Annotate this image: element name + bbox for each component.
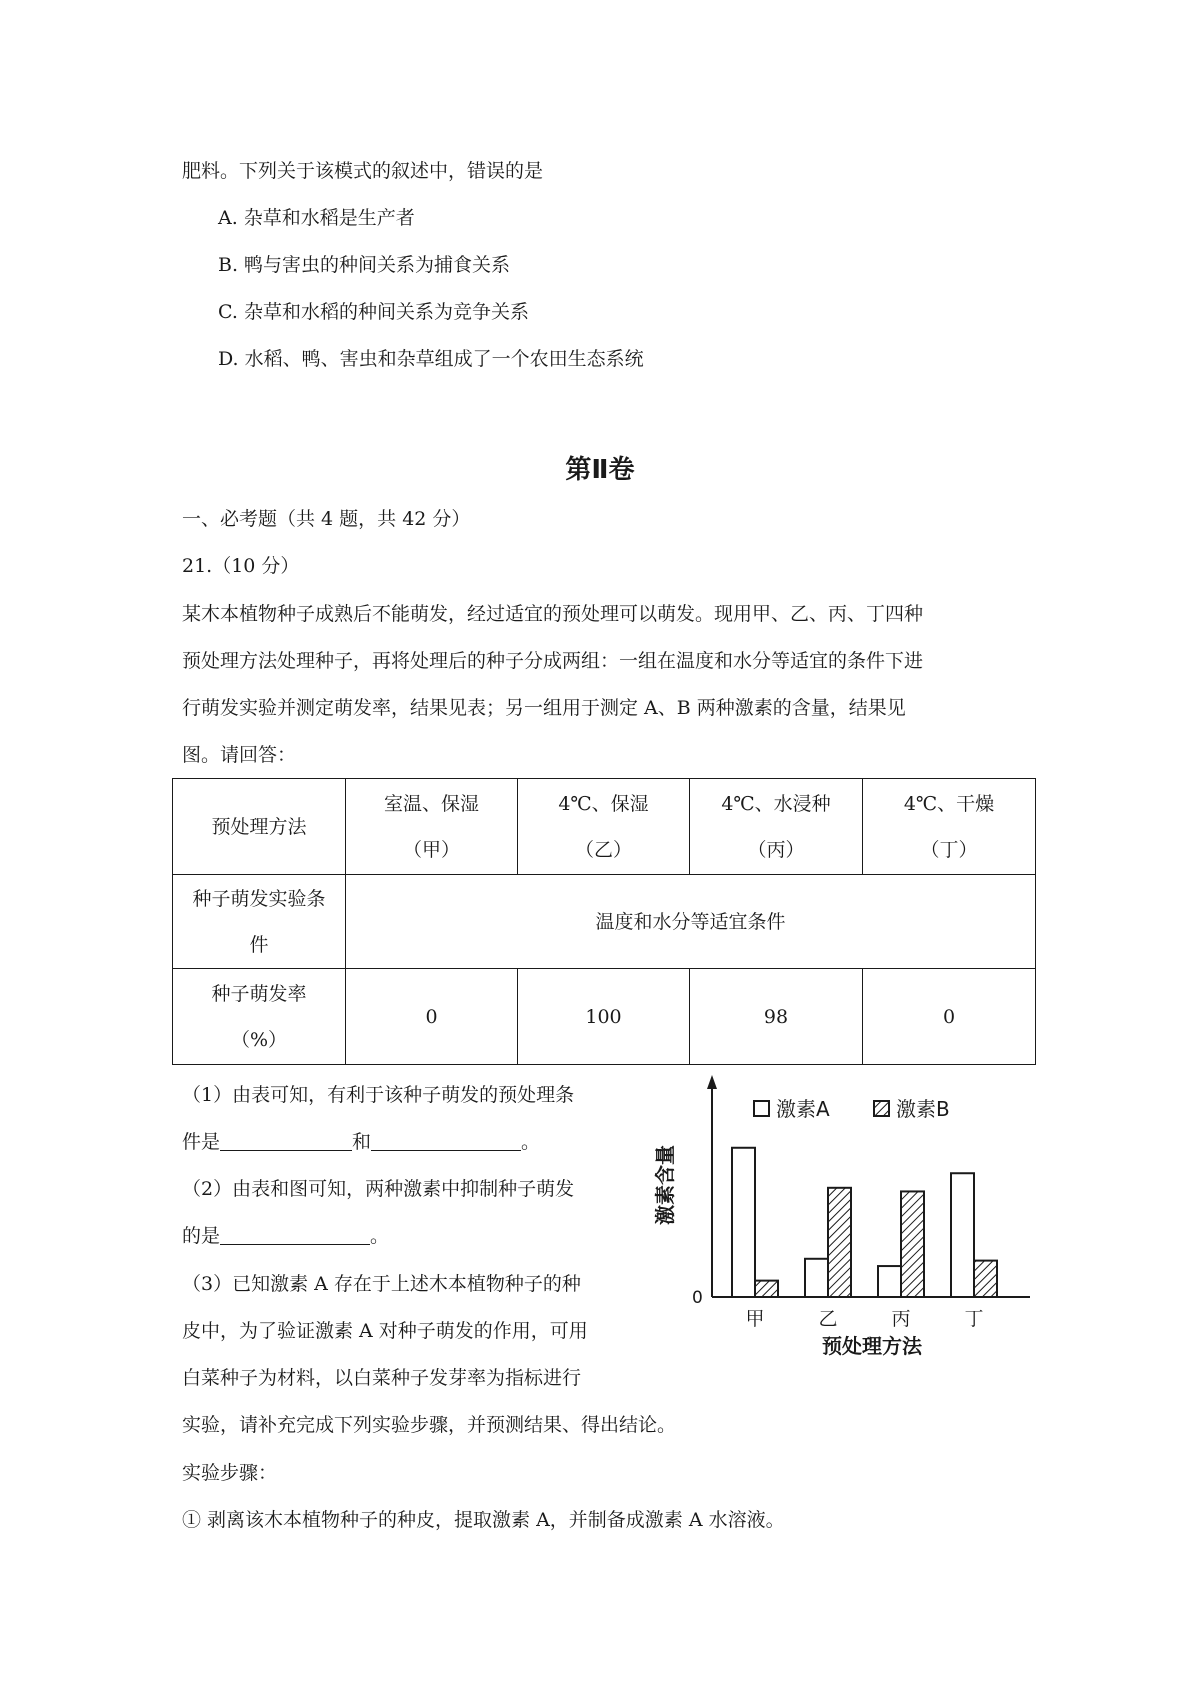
steps-label: 实验步骤： xyxy=(182,1462,278,1484)
option-c: C. 杂草和水稻的种间关系为竞争关系 xyxy=(218,301,529,323)
answer-blank-2[interactable] xyxy=(371,1130,521,1151)
row-header-conditions: 种子萌发实验条 件 xyxy=(173,875,346,969)
option-d: D. 水稻、鸭、害虫和杂草组成了一个农田生态系统 xyxy=(218,348,644,370)
y-axis-label: 激素含量 xyxy=(653,1145,677,1225)
method-cell-bing: 4℃、水浸种 （丙） xyxy=(690,779,863,875)
y-axis-arrow xyxy=(707,1075,717,1089)
table-row-methods xyxy=(173,779,1036,875)
sub-q2-line2: 的是 。 xyxy=(182,1225,390,1247)
sub-q3-line3: 白菜种子为材料，以白菜种子发芽率为指标进行 xyxy=(182,1367,582,1389)
step-1: ① 剥离该木本植物种子的种皮，提取激素 A，并制备成激素 A 水溶液。 xyxy=(182,1509,785,1531)
row-header-rate: 种子萌发率 （%） xyxy=(173,969,346,1065)
legend-label-b: 激素B xyxy=(896,1097,950,1121)
bar-hormone-a-3 xyxy=(951,1173,974,1297)
bars-group xyxy=(732,1148,997,1330)
x-axis-label: 预处理方法 xyxy=(822,1334,922,1358)
pretreatment-table xyxy=(172,778,1036,1065)
intro-tail: 肥料。下列关于该模式的叙述中，错误的是 xyxy=(182,160,544,182)
x-tick-label: 甲 xyxy=(745,1308,765,1330)
method-cell-yi: 4℃、保湿 （乙） xyxy=(518,779,690,875)
stem-line-2: 预处理方法处理种子，再将处理后的种子分成两组：一组在温度和水分等适宜的条件下进 xyxy=(182,650,924,672)
hormone-bar-chart xyxy=(652,1075,1037,1365)
option-b: B. 鸭与害虫的种间关系为捕食关系 xyxy=(218,254,511,276)
sub-q3-line2: 皮中，为了验证激素 A 对种子萌发的作用，可用 xyxy=(182,1320,588,1342)
sub-q2-line1: （2）由表和图可知，两种激素中抑制种子萌发 xyxy=(182,1178,575,1200)
answer-blank-1[interactable] xyxy=(220,1130,352,1151)
sub-q3-line1: （3）已知激素 A 存在于上述木本植物种子的种 xyxy=(182,1273,581,1295)
row-header-method: 预处理方法 xyxy=(173,779,346,875)
bar-hormone-b-0 xyxy=(755,1281,778,1297)
section-header: 一、必考题（共 4 题，共 42 分） xyxy=(182,508,471,530)
rate-cell-bing: 98 xyxy=(690,969,863,1065)
legend-label-a: 激素A xyxy=(776,1097,830,1121)
conditions-cell: 温度和水分等适宜条件 xyxy=(346,875,1036,969)
x-tick-label: 丙 xyxy=(891,1308,911,1330)
stem-line-1: 某木本植物种子成熟后不能萌发，经过适宜的预处理可以萌发。现用甲、乙、丙、丁四种 xyxy=(182,603,924,625)
rate-cell-ding: 0 xyxy=(863,969,1036,1065)
answer-blank-3[interactable] xyxy=(220,1224,370,1245)
stem-line-3: 行萌发实验并测定萌发率，结果见表；另一组用于测定 A、B 两种激素的含量，结果见 xyxy=(182,697,906,719)
bar-hormone-a-2 xyxy=(878,1266,901,1297)
bar-hormone-b-1 xyxy=(828,1188,851,1297)
legend-swatch-a xyxy=(754,1101,769,1116)
table-row-conditions xyxy=(173,875,1036,969)
x-tick-label: 乙 xyxy=(818,1308,838,1330)
origin-label: 0 xyxy=(692,1288,703,1308)
question-number: 21.（10 分） xyxy=(182,555,300,577)
bar-hormone-b-2 xyxy=(901,1191,924,1297)
method-cell-ding: 4℃、干燥 （丁） xyxy=(863,779,1036,875)
bar-hormone-b-3 xyxy=(974,1261,997,1297)
rate-cell-yi: 100 xyxy=(518,969,690,1065)
section-title: 第Ⅱ卷 xyxy=(565,455,635,485)
rate-cell-jia: 0 xyxy=(346,969,518,1065)
sub-q1-line1: （1）由表可知，有利于该种子萌发的预处理条 xyxy=(182,1084,575,1106)
x-tick-label: 丁 xyxy=(964,1308,984,1330)
method-cell-jia: 室温、保湿 （甲） xyxy=(346,779,518,875)
table-row-rates xyxy=(173,969,1036,1065)
option-a: A. 杂草和水稻是生产者 xyxy=(218,207,415,229)
legend-swatch-b xyxy=(874,1101,889,1116)
sub-q3-line4: 实验，请补充完成下列实验步骤，并预测结果、得出结论。 xyxy=(182,1414,677,1436)
sub-q1-line2: 件是 和 。 xyxy=(182,1131,541,1153)
bar-hormone-a-1 xyxy=(805,1259,828,1297)
bar-hormone-a-0 xyxy=(732,1148,755,1297)
stem-line-4: 图。请回答： xyxy=(182,744,297,766)
